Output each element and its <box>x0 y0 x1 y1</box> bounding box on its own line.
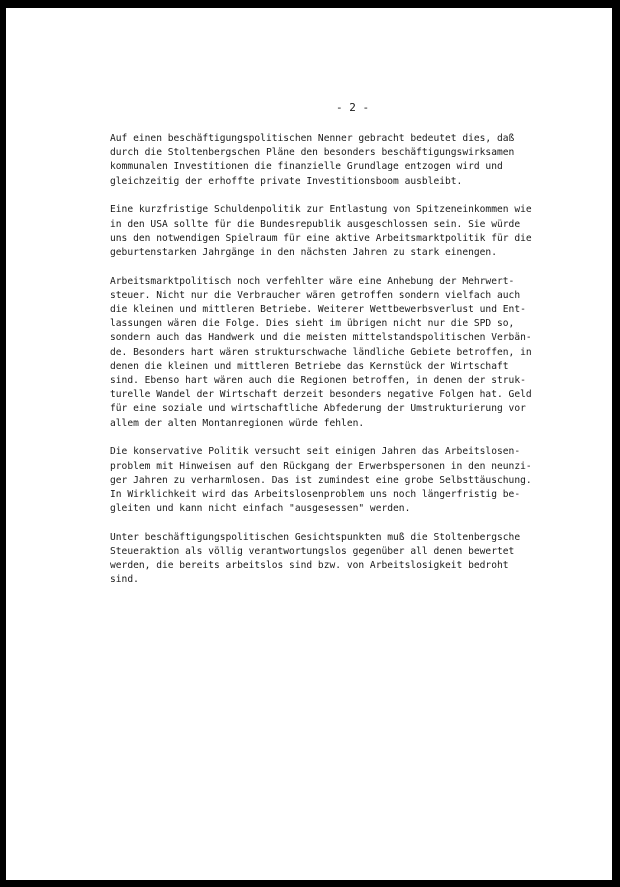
text-line: durch die Stoltenbergschen Pläne den besonders beschäftigungswirksamen <box>110 147 515 159</box>
text-line: Arbeitsmarktpolitisch noch verfehlter wäre eine Anhebung der Mehrwert- <box>110 275 515 287</box>
text-line: werden, die bereits arbeitslos sind bzw. von Arbeitslosigkeit bedroht <box>110 560 509 572</box>
text-line: Auf einen beschäftigungspolitischen Nenner gebracht bedeutet dies, daß <box>110 133 515 144</box>
document-page <box>6 8 612 880</box>
paragraph-3 <box>110 275 580 431</box>
text-line: turelle Wandel der Wirtschaft derzeit besonders negative Folgen hat. Geld <box>110 389 532 401</box>
text-line: sind. Ebenso hart wären auch die Regionen betroffen, in denen der struk- <box>110 375 526 387</box>
text-line: uns den notwendigen Spielraum für eine aktive Arbeitsmarktpolitik für die <box>110 232 532 244</box>
paragraph-2 <box>110 203 580 260</box>
text-line: sondern auch das Handwerk und die meisten mittelstandspolitischen Verbän- <box>110 332 532 344</box>
text-line: geburtenstarken Jahrgänge in den nächsten Jahren zu stark einengen. <box>110 246 497 258</box>
text-line: problem mit Hinweisen auf den Rückgang der Erwerbspersonen in den neunzi- <box>110 460 532 472</box>
text-line: kommunalen Investitionen die finanzielle Grundlage entzogen wird und <box>110 161 503 173</box>
text-line: die kleinen und mittleren Betriebe. Weiterer Wettbewerbsverlust und Ent- <box>110 304 526 316</box>
text-line: de. Besonders hart wären strukturschwache ländliche Gebiete betroffen, in <box>110 346 532 358</box>
text-line: sind. <box>110 574 139 586</box>
page-number: - 2 - <box>336 101 370 114</box>
text-line: gleiten und kann nicht einfach "ausgesessen" werden. <box>110 503 411 515</box>
paragraph-1 <box>110 132 580 189</box>
text-line: steuer. Nicht nur die Verbraucher wären getroffen sondern vielfach auch <box>110 289 521 301</box>
text-line: für eine soziale und wirtschaftliche Abfederung der Umstrukturierung vor <box>110 403 526 415</box>
text-line: Steueraktion als völlig verantwortungslos gegenüber all denen bewertet <box>110 546 515 558</box>
text-line: In Wirklichkeit wird das Arbeitslosenproblem uns noch längerfristig be- <box>110 488 521 500</box>
text-line: allem der alten Montanregionen würde fehlen. <box>110 417 365 429</box>
text-line: lassungen wären die Folge. Dies sieht im übrigen nicht nur die SPD so, <box>110 318 515 330</box>
text-line: in den USA sollte für die Bundesrepublik ausgeschlossen sein. Sie würde <box>110 218 521 230</box>
text-line: gleichzeitig der erhoffte private Investitionsboom ausbleibt. <box>110 175 463 187</box>
text-line: Eine kurzfristige Schuldenpolitik zur Entlastung von Spitzeneinkommen wie <box>110 204 532 216</box>
text-line: denen die kleinen und mittleren Betriebe das Kernstück der Wirtschaft <box>110 360 509 372</box>
body-text <box>110 132 580 602</box>
text-line: ger Jahren zu verharmlosen. Das ist zumindest eine grobe Selbsttäuschung. <box>110 474 532 486</box>
text-line: Die konservative Politik versucht seit einigen Jahren das Arbeitslosen- <box>110 446 521 458</box>
paragraph-4 <box>110 445 580 516</box>
paragraph-5 <box>110 531 580 588</box>
text-line: Unter beschäftigungspolitischen Gesichtspunkten muß die Stoltenbergsche <box>110 531 521 543</box>
